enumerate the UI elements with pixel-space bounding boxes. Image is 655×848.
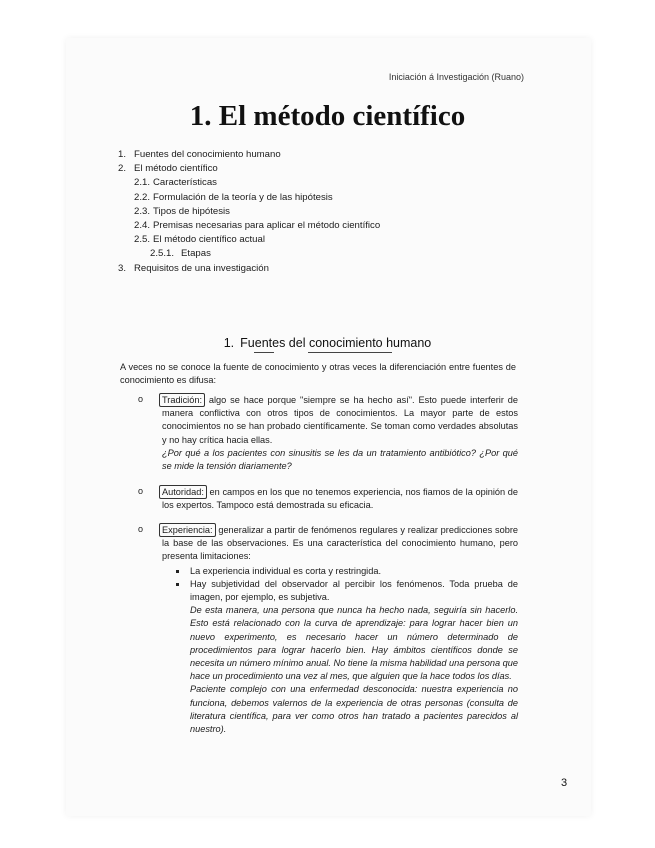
toc-number: 3. xyxy=(118,262,127,274)
item-example: ¿Por qué a los pacientes con sinusitis se les da un tratamiento antibiótico? ¿Por qué se mide la tensión diariamente? xyxy=(162,447,518,472)
toc-number: 2.5. xyxy=(134,234,151,246)
toc-label: Etapas xyxy=(181,248,211,260)
toc-label: Características xyxy=(153,177,217,189)
section-title: Fuentes del conocimiento humano xyxy=(240,336,432,350)
hollow-bullet-icon: o xyxy=(138,486,144,496)
list-item-tradicion xyxy=(138,393,518,473)
running-header: Iniciación á Investigación (Ruano) xyxy=(388,72,524,82)
toc-number: 2.1. xyxy=(134,177,151,189)
item-term: Autoridad: xyxy=(159,485,207,499)
item-term: Experiencia: xyxy=(159,523,216,537)
section-intro: A veces no se conoce la fuente de conocimiento y otras veces la diferenciación entre fuentes de conocimiento es difusa: xyxy=(120,362,516,385)
toc-number: 2. xyxy=(118,163,127,175)
item-term: Tradición: xyxy=(159,393,205,407)
section-number: 1. xyxy=(223,336,235,350)
section-heading xyxy=(0,336,655,350)
list-item-experiencia xyxy=(138,523,518,736)
sub-bullet-item: Hay subjetividad del observador al percibir los fenómenos. Toda prueba de imagen, por ejemplo, es subjetiva. xyxy=(172,578,518,604)
item-text: en campos en los que no tenemos experiencia, nos fiamos de la opinión de los expertos. Tampoco está demostrada su eficacia. xyxy=(162,487,518,511)
item-text: generalizar a partir de fenómenos regulares y realizar predicciones sobre la base de las observaciones. Es una característica del conocimiento humano, pero presenta limitaciones: xyxy=(162,525,518,562)
page-number: 3 xyxy=(561,777,568,789)
list-item-autoridad xyxy=(138,485,518,512)
item-example: De esta manera, una persona que nunca ha hecho nada, seguiría sin hacerlo. Esto está relacionado con la curva de aprendizaje: para lograr hacer bien un nuevo experimento, es necesario hacer un número determinado de procedimientos para lograr hacerlo bien. Hay ámbitos científicos donde se necesita un número mínimo anual. No tiene la misma habilidad una persona que hace un procedimiento una vez al mes, que alguien que la hace todos los días. xyxy=(190,605,518,682)
page-title: 1. El método científico xyxy=(189,100,466,132)
toc-number: 2.3. xyxy=(134,205,151,217)
toc-label: Requisitos de una investigación xyxy=(134,262,269,274)
toc-label: Fuentes del conocimiento humano xyxy=(134,149,281,160)
toc-number: 2.5.1. xyxy=(150,248,175,260)
toc-number: 2.4. xyxy=(134,219,151,231)
hollow-bullet-icon: o xyxy=(138,524,144,534)
pen-underline xyxy=(254,352,274,353)
toc-number: 2.2. xyxy=(134,191,151,203)
sub-bullet-list xyxy=(172,565,518,605)
toc-label: Premisas necesarias para aplicar el método científico xyxy=(153,219,381,231)
toc-label: El método científico actual xyxy=(153,234,265,246)
pen-underline xyxy=(308,352,392,353)
sub-bullet-item: La experiencia individual es corta y restringida. xyxy=(172,565,518,578)
item-text: algo se hace porque "siempre se ha hecho así". Esto puede interferir de manera conflictiva con otros tipos de conocimientos. La mayor parte de estos conocimientos no se han probado científicamente. Se toman como verdades absolutas y no hay crítica hacia ellas. xyxy=(162,395,518,445)
toc-label: Tipos de hipótesis xyxy=(153,205,230,217)
item-example: Paciente complejo con una enfermedad desconocida: nuestra experiencia no funciona, debemos valernos de la experiencia de otras personas (consulta de literatura científica, para ver como otros han tratado a pacientes parecidos al nuestro). xyxy=(190,684,518,735)
toc-label: Formulación de la teoría y de las hipótesis xyxy=(153,191,333,203)
toc-label: El método científico xyxy=(134,163,218,175)
hollow-bullet-icon: o xyxy=(138,394,144,404)
toc-number: 1. xyxy=(118,149,127,160)
